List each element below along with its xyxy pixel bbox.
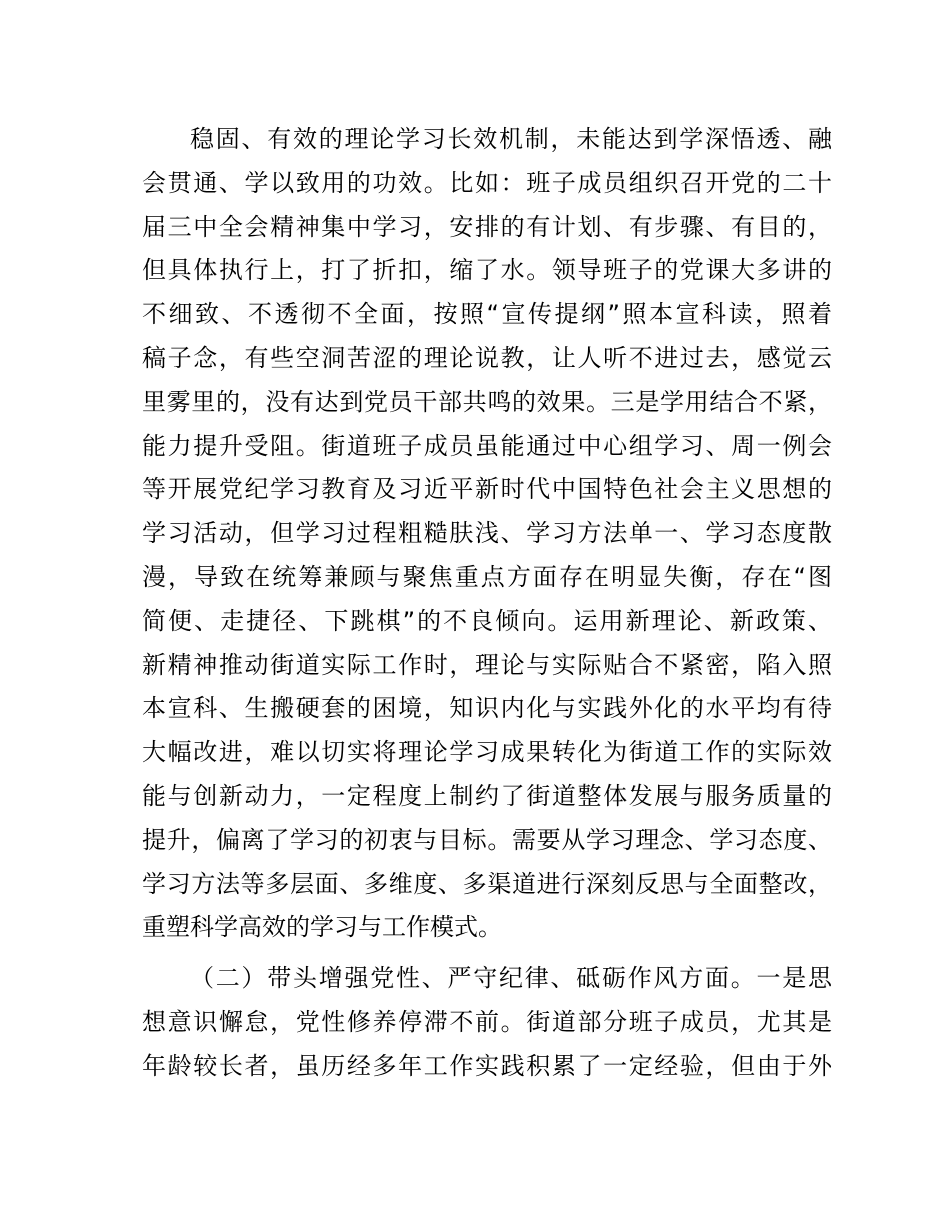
- paragraph-2: [142, 957, 832, 1088]
- document-body: [142, 118, 832, 1089]
- text-line: 但具体执行上，打了折扣，缩了水。领导班子的党课大多讲的: [142, 256, 832, 285]
- text-line: 漫，导致在统筹兼顾与聚焦重点方面存在明显失衡，存在“图: [142, 562, 832, 591]
- text-line: 想意识懈怠，党性修养停滞不前。街道部分班子成员，尤其是: [142, 1007, 832, 1036]
- text-line: 能与创新动力，一定程度上制约了街道整体发展与服务质量的: [142, 781, 832, 810]
- text-line: 学习活动，但学习过程粗糙肤浅、学习方法单一、学习态度散: [142, 519, 832, 548]
- text-line: 提升，偏离了学习的初衷与目标。需要从学习理念、学习态度、: [142, 825, 832, 854]
- text-line: 届三中全会精神集中学习，安排的有计划、有步骤、有目的，: [142, 212, 832, 241]
- paragraph-spacer: [142, 950, 832, 957]
- text-line: 本宣科、生搬硬套的困境，知识内化与实践外化的水平均有待: [142, 694, 832, 723]
- text-line: 重塑科学高效的学习与工作模式。: [142, 913, 502, 942]
- text-line: 简便、走捷径、下跳棋”的不良倾向。运用新理论、新政策、: [142, 606, 832, 635]
- text-line: 会贯通、学以致用的功效。比如：班子成员组织召开党的二十: [142, 168, 832, 197]
- text-line: 稳固、有效的理论学习长效机制，未能达到学深悟透、融: [190, 125, 832, 153]
- text-line: （二）带头增强党性、严守纪律、砥砺作风方面。一是思: [190, 964, 832, 993]
- text-line: 年龄较长者，虽历经多年工作实践积累了一定经验，但由于外: [142, 1051, 832, 1080]
- text-line: 大幅改进，难以切实将理论学习成果转化为街道工作的实际效: [142, 738, 832, 767]
- text-line: 稿子念，有些空洞苦涩的理论说教，让人听不进过去，感觉云: [142, 343, 832, 372]
- text-line: 里雾里的，没有达到党员干部共鸣的效果。三是学用结合不紧，: [142, 387, 832, 416]
- text-line: 能力提升受阻。街道班子成员虽能通过中心组学习、周一例会: [142, 431, 832, 460]
- text-line: 不细致、不透彻不全面，按照“宣传提纲”照本宣科读，照着: [142, 300, 832, 329]
- paragraph-1: [142, 118, 832, 950]
- text-line: 学习方法等多层面、多维度、多渠道进行深刻反思与全面整改，: [142, 869, 832, 898]
- text-line: 新精神推动街道实际工作时，理论与实际贴合不紧密，陷入照: [142, 650, 832, 679]
- text-line: 等开展党纪学习教育及习近平新时代中国特色社会主义思想的: [142, 475, 832, 504]
